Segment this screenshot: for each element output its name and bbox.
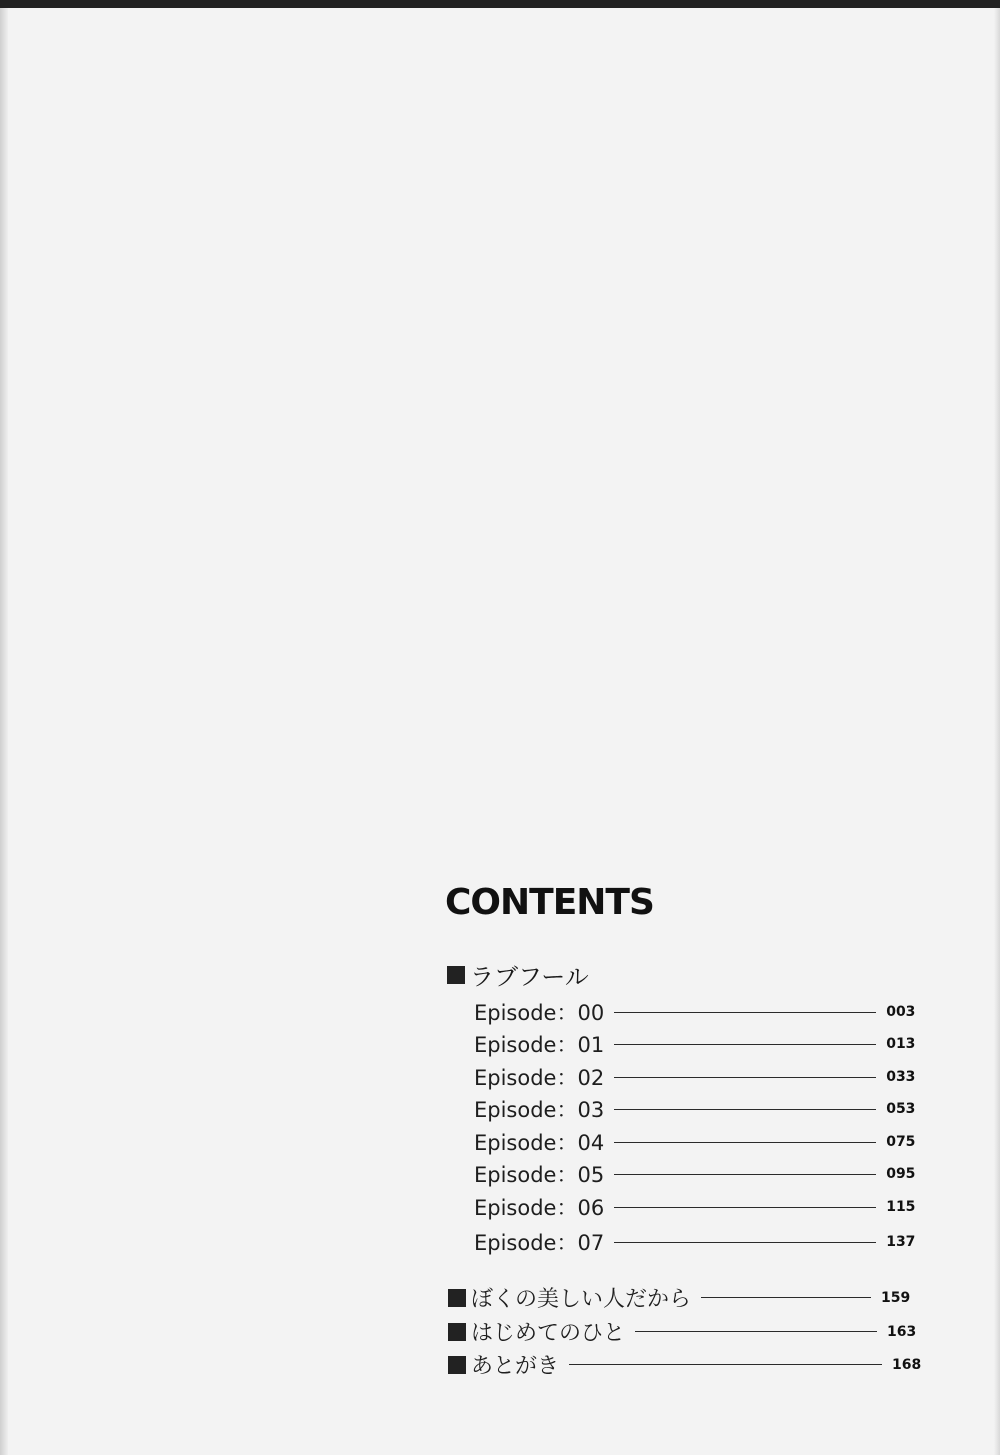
entry-label: はじめてのひと <box>471 1321 626 1346</box>
toc-title: CONTENTS <box>445 882 654 923</box>
toc-entry-extra-3[interactable] <box>448 1349 921 1380</box>
entry-label: Episode：02 <box>474 1066 605 1090</box>
leader-line <box>614 1044 876 1045</box>
entry-page-number: 115 <box>886 1199 916 1215</box>
entry-label: Episode：06 <box>474 1196 605 1220</box>
entry-page-number: 168 <box>892 1356 922 1373</box>
toc-entry-extra-1[interactable] <box>448 1282 910 1313</box>
leader-line <box>614 1012 876 1013</box>
entry-label: Episode：03 <box>474 1098 605 1122</box>
leader-line <box>701 1297 871 1298</box>
leader-line <box>635 1331 877 1332</box>
toc-entry-episode-07[interactable] <box>474 1227 915 1257</box>
toc-entry-extra-2[interactable] <box>448 1316 916 1347</box>
entry-page-number: 033 <box>886 1069 916 1085</box>
entry-label: Episode：01 <box>474 1033 605 1057</box>
leader-line <box>614 1142 876 1143</box>
main-section-label: ラブフール <box>470 963 589 991</box>
leader-line <box>614 1109 876 1110</box>
entry-page-number: 095 <box>886 1166 916 1182</box>
toc-entry-episode-00[interactable] <box>474 997 915 1027</box>
entry-page-number: 003 <box>886 1004 916 1020</box>
entry-label: Episode：05 <box>474 1163 605 1187</box>
toc-entry-episode-04[interactable] <box>474 1127 915 1157</box>
entry-page-number: 053 <box>886 1101 916 1117</box>
entry-label: ぼくの美しい人だから <box>471 1287 692 1312</box>
square-bullet-icon <box>448 1356 466 1374</box>
main-section-heading <box>447 957 589 992</box>
leader-line <box>614 1077 876 1078</box>
entry-label: Episode：07 <box>474 1231 605 1255</box>
entry-label: Episode：04 <box>474 1131 605 1155</box>
entry-label: あとがき <box>471 1354 560 1379</box>
leader-line <box>569 1364 882 1365</box>
square-bullet-icon <box>447 966 465 984</box>
entry-label: Episode：00 <box>474 1001 605 1025</box>
toc-entry-episode-06[interactable] <box>474 1192 915 1222</box>
toc-entry-episode-05[interactable] <box>474 1159 915 1189</box>
toc-entry-episode-02[interactable] <box>474 1062 915 1092</box>
toc-entry-episode-03[interactable] <box>474 1094 915 1124</box>
toc-entry-episode-01[interactable] <box>474 1029 915 1059</box>
entry-page-number: 163 <box>887 1323 917 1340</box>
entry-page-number: 137 <box>886 1234 916 1250</box>
page-top-edge <box>0 0 1000 8</box>
page-right-shadow <box>994 8 1000 1455</box>
entry-page-number: 013 <box>886 1036 916 1052</box>
entry-page-number: 075 <box>886 1134 916 1150</box>
leader-line <box>614 1242 876 1243</box>
square-bullet-icon <box>448 1323 466 1341</box>
leader-line <box>614 1207 876 1208</box>
page-left-shadow <box>0 8 8 1455</box>
leader-line <box>614 1174 876 1175</box>
entry-page-number: 159 <box>881 1289 911 1306</box>
square-bullet-icon <box>448 1289 466 1307</box>
